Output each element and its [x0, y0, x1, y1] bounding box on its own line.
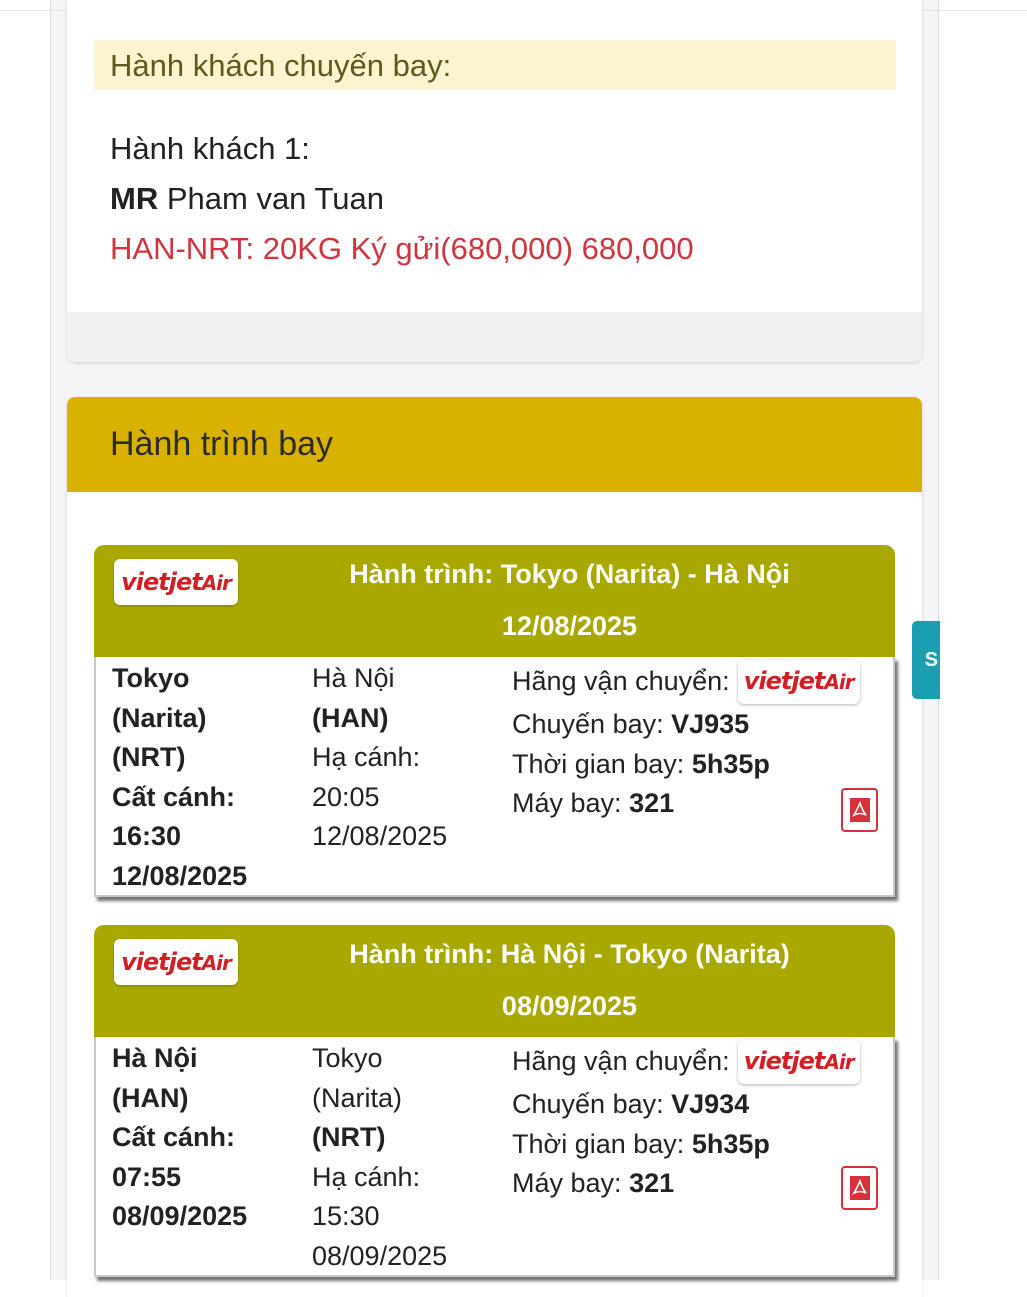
- departure-info: Hà Nội (HAN) Cất cánh: 07:55 08/09/2025: [112, 1043, 248, 1231]
- flight-date: 12/08/2025: [501, 611, 638, 641]
- carrier-logo: [738, 660, 860, 704]
- flight-details: [94, 1037, 895, 1277]
- left-margin: [0, 0, 51, 1280]
- passenger-fullname: Pham van Tuan: [166, 181, 384, 216]
- pdf-download-button[interactable]: [841, 788, 878, 832]
- airline-logo: [114, 559, 238, 605]
- carrier-logo: [738, 1040, 860, 1084]
- vietjet-logo-icon: vietjetAir: [121, 948, 231, 976]
- side-tab-glyph: S: [924, 649, 938, 671]
- pdf-icon: [849, 1175, 871, 1201]
- passenger-section-title: Hành khách chuyến bay:: [94, 40, 896, 90]
- passenger-title: MR: [110, 181, 159, 216]
- flight-meta: [512, 1039, 860, 1204]
- arrival-info: Tokyo (Narita) (NRT) Hạ cánh: 15:30 08/09/2025: [312, 1043, 448, 1271]
- flight-header: [94, 925, 895, 1037]
- flight-date: 08/09/2025: [501, 991, 638, 1021]
- vietjet-logo-icon: vietjetAir: [743, 1046, 854, 1075]
- flight-number: Chuyến bay: VJ934: [512, 1089, 750, 1119]
- flight-duration: Thời gian bay: 5h35p: [512, 1128, 770, 1159]
- flight-route: Hành trình: Tokyo (Narita) - Hà Nội: [349, 559, 790, 589]
- aircraft-type: Máy bay: 321: [512, 1168, 675, 1198]
- departure-info: Tokyo (Narita) (NRT) Cất cánh: 16:30 12/08/2025: [112, 663, 248, 891]
- aircraft-type: Máy bay: 321: [512, 788, 675, 818]
- side-support-tab[interactable]: [912, 621, 940, 699]
- flight-header: [94, 545, 895, 657]
- carrier-row: Hãng vận chuyển: vietjetAir: [512, 659, 860, 705]
- passenger-baggage: HAN-NRT: 20KG Ký gửi(680,000) 680,000: [110, 231, 694, 266]
- flight-meta: [512, 659, 860, 824]
- carrier-row: Hãng vận chuyển: vietjetAir: [512, 1039, 860, 1085]
- passenger-card: [67, 0, 922, 362]
- flight-duration: Thời gian bay: 5h35p: [512, 748, 770, 779]
- passenger-card-footer: [67, 312, 922, 362]
- pdf-icon: [849, 797, 871, 823]
- vietjet-logo-icon: vietjetAir: [121, 568, 231, 596]
- itinerary-title: Hành trình bay: [67, 397, 922, 492]
- vietjet-logo-icon: vietjetAir: [743, 666, 854, 695]
- arrival-info: Hà Nội (HAN) Hạ cánh: 20:05 12/08/2025: [312, 663, 448, 851]
- passenger-name: [110, 181, 384, 217]
- flight-details: [94, 657, 895, 897]
- flight-route: Hành trình: Hà Nội - Tokyo (Narita): [349, 939, 790, 969]
- pdf-download-button[interactable]: [841, 1166, 878, 1210]
- passenger-label: Hành khách 1:: [110, 131, 310, 166]
- airline-logo: [114, 939, 238, 985]
- flight-number: Chuyến bay: VJ935: [512, 709, 750, 739]
